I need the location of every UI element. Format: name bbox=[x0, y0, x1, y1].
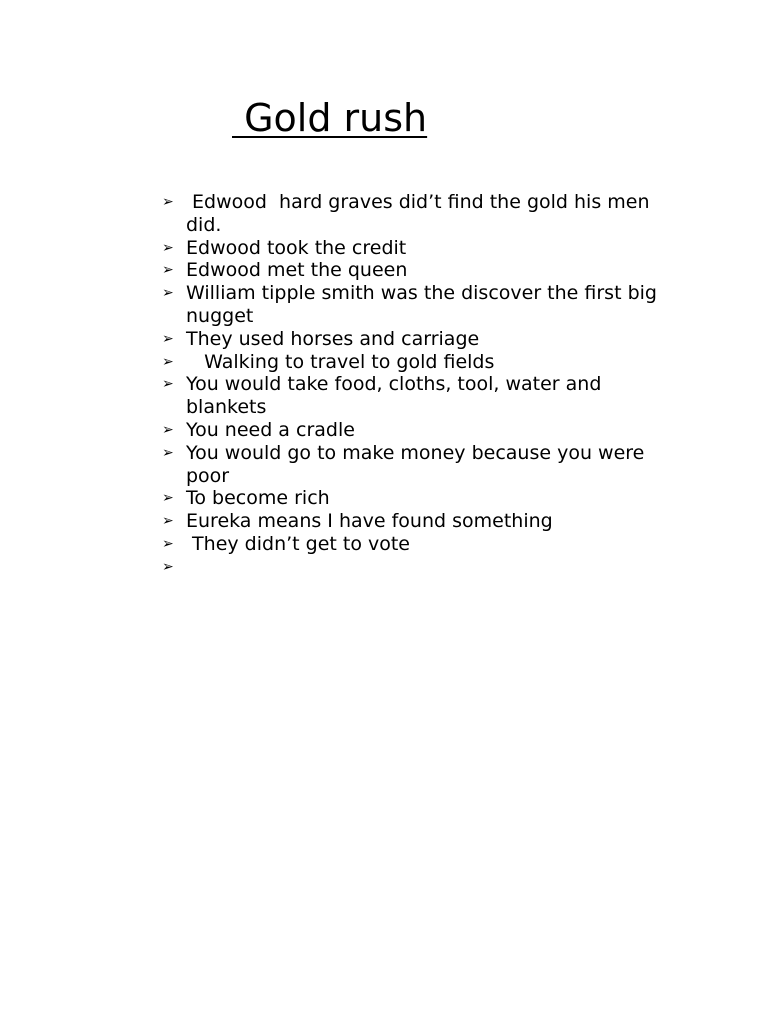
list-item bbox=[162, 373, 672, 419]
list-item-text: Edwood hard graves did’t find the gold his men did. bbox=[186, 191, 656, 236]
list-item bbox=[162, 442, 672, 488]
list-item bbox=[162, 328, 672, 351]
list-item bbox=[162, 533, 672, 556]
page-title: Gold rush bbox=[232, 96, 428, 140]
list-item-text: You need a cradle bbox=[186, 418, 355, 441]
arrow-bullet-icon: ➢ bbox=[162, 444, 174, 461]
arrow-bullet-icon: ➢ bbox=[162, 490, 174, 507]
arrow-bullet-icon: ➢ bbox=[162, 239, 174, 256]
list-item-text: You would go to make money because you were poor bbox=[186, 441, 651, 487]
arrow-bullet-icon: ➢ bbox=[162, 535, 174, 552]
arrow-bullet-icon: ➢ bbox=[162, 558, 174, 575]
arrow-bullet-icon: ➢ bbox=[162, 262, 174, 279]
list-item bbox=[162, 487, 672, 510]
arrow-bullet-icon: ➢ bbox=[162, 353, 174, 370]
arrow-bullet-icon: ➢ bbox=[162, 194, 174, 210]
list-item bbox=[162, 282, 672, 328]
arrow-bullet-icon: ➢ bbox=[162, 285, 174, 302]
list-item-text: Edwood met the queen bbox=[186, 259, 408, 282]
list-item bbox=[162, 237, 672, 260]
list-item-text: Eureka means I have found something bbox=[186, 510, 553, 533]
list-item bbox=[162, 259, 672, 282]
list-item-text: William tipple smith was the discover the first big nugget bbox=[186, 282, 664, 327]
list-item-text: Walking to travel to gold fields bbox=[186, 350, 495, 373]
list-item bbox=[162, 351, 672, 374]
arrow-bullet-icon: ➢ bbox=[162, 513, 174, 530]
list-item-text: They didn’t get to vote bbox=[186, 532, 410, 555]
arrow-bullet-icon: ➢ bbox=[162, 376, 174, 393]
list-item-text: Edwood took the credit bbox=[186, 236, 407, 259]
list-item-text: To become rich bbox=[186, 487, 330, 510]
arrow-bullet-icon: ➢ bbox=[162, 330, 174, 347]
list-item bbox=[162, 191, 672, 237]
list-item bbox=[162, 510, 672, 533]
list-item-text: You would take food, cloths, tool, water and blankets bbox=[186, 373, 608, 419]
list-item-text: They used horses and carriage bbox=[186, 327, 480, 350]
arrow-bullet-icon: ➢ bbox=[162, 421, 174, 438]
list-item bbox=[162, 419, 672, 442]
list-item bbox=[162, 556, 672, 579]
bullet-list bbox=[162, 191, 672, 579]
